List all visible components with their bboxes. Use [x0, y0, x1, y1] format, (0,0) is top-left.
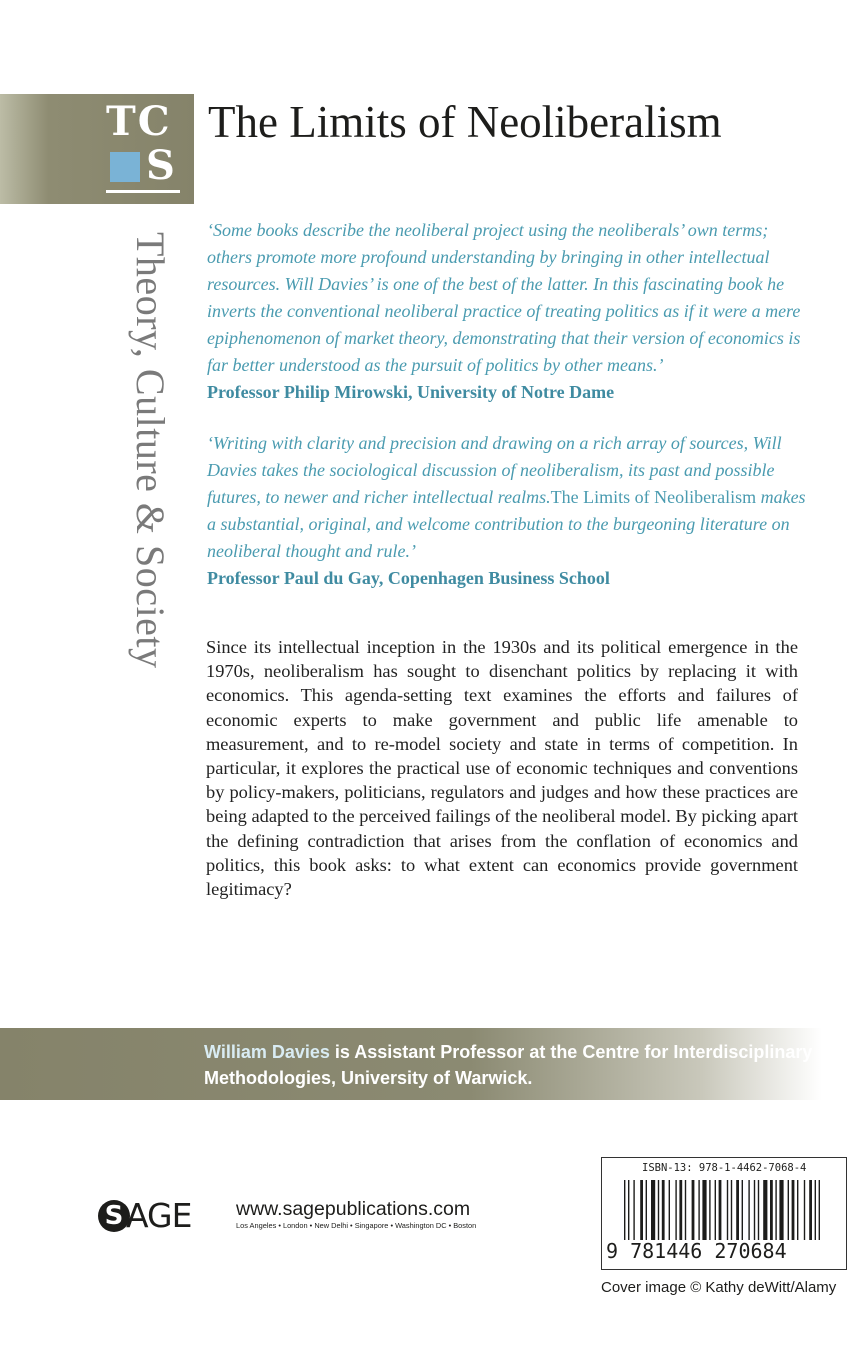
- cover-image-credit: Cover image © Kathy deWitt/Alamy: [601, 1279, 837, 1296]
- author-bio: [204, 1039, 844, 1091]
- sage-logo-text: AGE: [126, 1196, 192, 1235]
- sage-logo: [98, 1196, 222, 1240]
- barcode-icon: [624, 1180, 830, 1246]
- endorsement-1-attribution: Professor Philip Mirowski, University of Notre Dame: [207, 382, 615, 402]
- endorsement-2-quote-end: makes a substantial, original, and welcome contribution to the burgeoning literature on neoliberal thought and rule.’: [207, 487, 806, 561]
- author-name: William Davies: [204, 1042, 330, 1062]
- barcode-digits: 9 781446 270684: [606, 1239, 787, 1263]
- series-name-vertical: Theory, Culture & Society: [128, 232, 173, 669]
- endorsement-1-quote: ‘Some books describe the neoliberal project using the neoliberals’ own terms; others promote more profound understanding by bringing in other intellectual resources. Will Davies’ is one of the best of the latter. In this fascinating book he inverts the conventional neoliberal practice of treating politics as if it were a mere epiphenomenon of market theory, demonstrating that their version of economics is far better understood as the pursuit of politics by other means.’: [207, 220, 801, 375]
- series-logo-block: [0, 94, 194, 204]
- tcs-logo-top-letters: TC: [106, 98, 172, 145]
- tcs-logo-square: [110, 152, 140, 182]
- sage-logo-circle-icon: S: [98, 1200, 130, 1232]
- barcode-box: [601, 1157, 847, 1270]
- publisher-url[interactable]: www.sagepublications.com: [236, 1198, 471, 1220]
- book-title: The Limits of Neoliberalism: [208, 97, 722, 147]
- endorsement-2-quote-start: ‘Writing with clarity and precision and drawing on a rich array of sources, Will Davies takes the sociological discussion of neoliberalism, its past and possible futures, to newer and richer intellectual realms.: [207, 433, 782, 507]
- isbn-label: ISBN-13: 978-1-4462-7068-4: [642, 1162, 807, 1174]
- author-bio-text: is Assistant Professor at the Centre for Interdisciplinary Methodologies, University of Warwick.: [204, 1042, 813, 1088]
- tcs-logo-rule: [106, 190, 180, 193]
- endorsement-2: [207, 430, 807, 592]
- book-description: Since its intellectual inception in the 1930s and its political emergence in the 1970s, neoliberalism has sought to disenchant politics by replacing it with economics. This agenda-setting text examines the efforts and failures of economic experts to make government and public life amenable to measurement, and to re-model society and state in terms of competition. In particular, it explores the practical use of economic techniques and conventions by policy-makers, politicians, regulators and judges and how these practices are being adapted to the perceived failings of the neoliberal model. By picking apart the defining contradiction that arises from the conflation of economics and politics, this book asks: to what extent can economics provide government legitimacy?: [206, 637, 798, 900]
- endorsement-2-attribution: Professor Paul du Gay, Copenhagen Business School: [207, 568, 610, 588]
- endorsement-1: [207, 217, 807, 406]
- publisher-cities: Los Angeles • London • New Delhi • Singapore • Washington DC • Boston: [236, 1221, 477, 1230]
- tcs-logo-s-letter: S: [146, 142, 175, 189]
- endorsement-2-book-title: The Limits of Neoliberalism: [550, 487, 757, 507]
- tcs-logo: [106, 100, 182, 196]
